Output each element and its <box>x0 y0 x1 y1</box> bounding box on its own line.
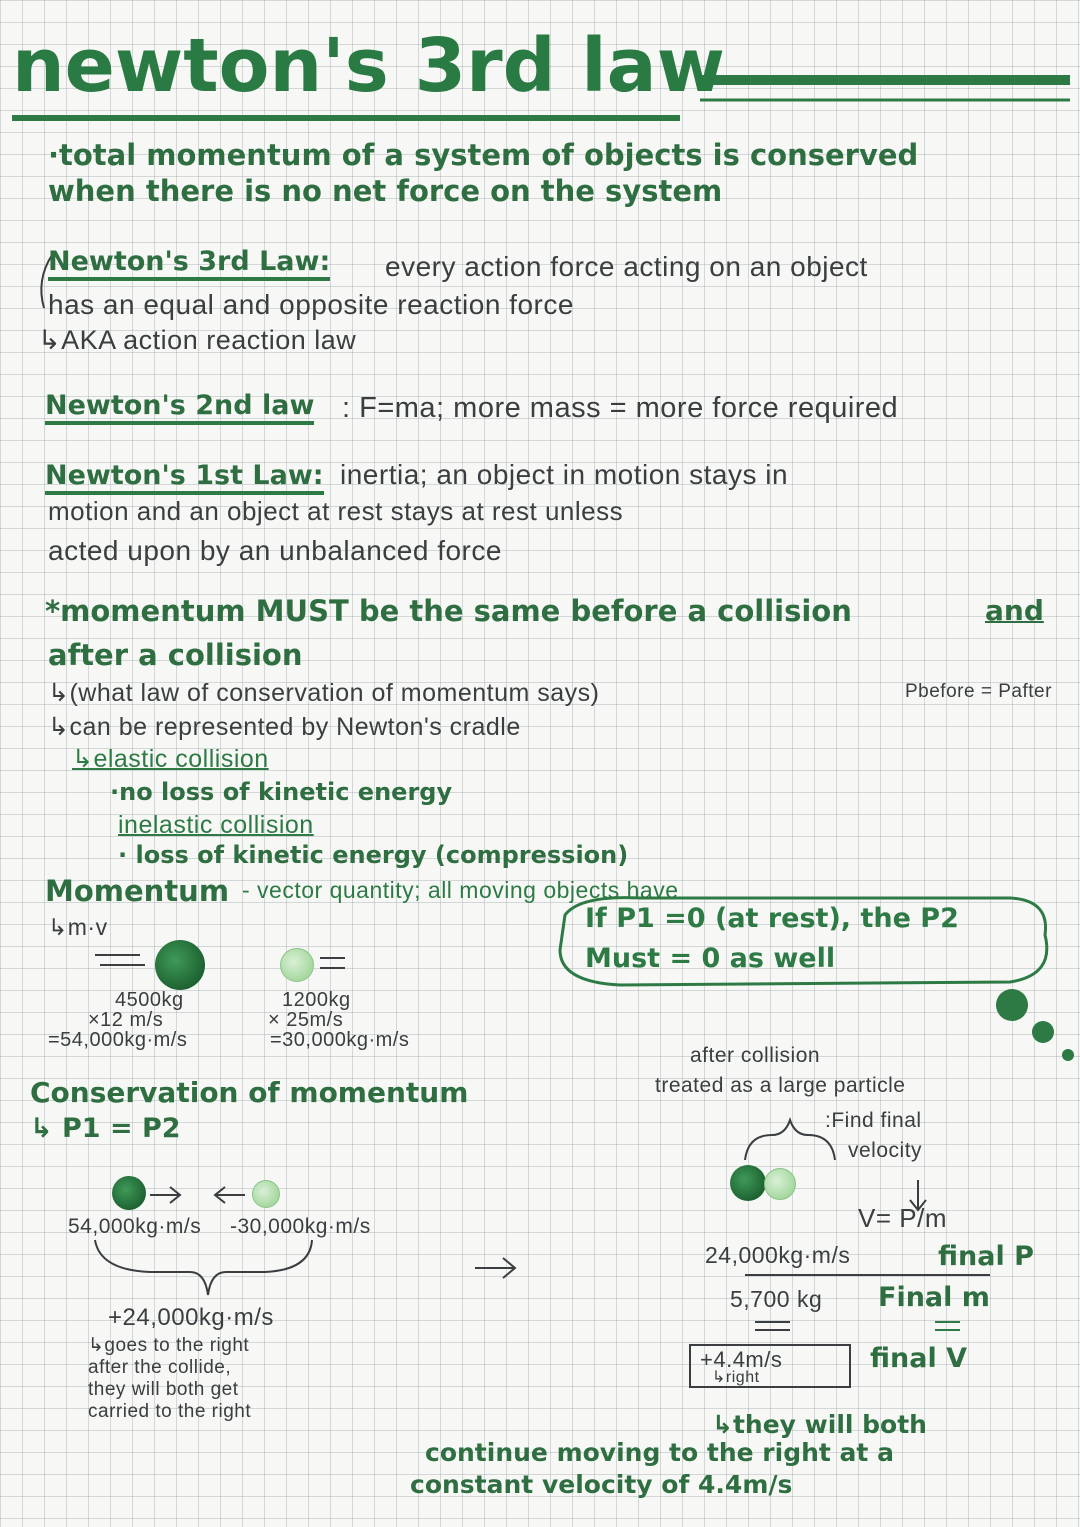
p-right: -30,000kg·m/s <box>230 1215 371 1238</box>
middle-arrow-icon <box>475 1258 515 1278</box>
ball-heavy <box>155 940 205 990</box>
third-law-def-1: every action force acting on an object <box>385 251 868 282</box>
page-title: newton's 3rd law <box>12 23 725 109</box>
final-p-value: 24,000kg·m/s <box>705 1242 851 1268</box>
after-brace <box>745 1120 835 1160</box>
after-label-2: treated as a large particle <box>655 1074 906 1097</box>
sum-brace <box>95 1240 312 1295</box>
first-law-term: Newton's 1st Law: <box>45 462 324 495</box>
obj1-momentum: =54,000kg·m/s <box>48 1029 188 1051</box>
find-final-2: velocity <box>848 1139 923 1162</box>
after-label-1: after collision <box>690 1044 821 1067</box>
p-left: 54,000kg·m/s <box>68 1215 202 1238</box>
combined-ball-heavy <box>730 1165 766 1201</box>
first-law-def-3: acted upon by an unbalanced force <box>48 535 502 566</box>
arrow-left-icon <box>215 1187 245 1203</box>
first-law-def-1: inertia; an object in motion stays in <box>340 459 789 490</box>
conclusion-1: ↳they will both <box>712 1410 927 1439</box>
final-v-dir: ↳right <box>712 1369 760 1386</box>
bubble-line-1: If P1 =0 (at rest), the P2 <box>585 903 959 934</box>
conservation-law-note: ↳(what law of conservation of momentum says) <box>48 679 600 707</box>
momentum-note-and: and <box>985 594 1044 627</box>
find-final-1: :Find final <box>825 1109 922 1132</box>
inelastic-note: · loss of kinetic energy (compression) <box>118 841 629 869</box>
conservation-heading: Conservation of momentum <box>30 1076 469 1109</box>
sum-note-3: they will both get <box>88 1379 239 1400</box>
bubble-line-2: Must = 0 as well <box>585 943 836 974</box>
second-law-term: Newton's 2nd law <box>45 392 314 425</box>
intro-line-1: ·total momentum of a system of objects is conserved <box>48 138 919 172</box>
final-v-value: +4.4m/s <box>700 1347 783 1372</box>
bubble-dot-small <box>1062 1049 1074 1061</box>
momentum-term: Momentum <box>45 874 230 908</box>
final-m-label: Final m <box>878 1282 990 1313</box>
conclusion-3: constant velocity of 4.4m/s <box>410 1470 793 1499</box>
obj1-mass: 4500kg <box>115 989 184 1011</box>
sum-note-1: ↳goes to the right <box>88 1335 250 1356</box>
momentum-note-line-2: after a collision <box>48 638 303 672</box>
second-law-def: : F=ma; more mass = more force required <box>342 392 899 424</box>
conservation-ball-light <box>252 1180 280 1208</box>
third-law-def-2: has an equal and opposite reaction force <box>48 289 574 320</box>
momentum-formula: ↳m·v <box>48 914 108 940</box>
sum-note-4: carried to the right <box>88 1401 252 1422</box>
obj2-mass: 1200kg <box>282 989 351 1011</box>
first-law-def-2: motion and an object at rest stays at rest unless <box>48 496 624 526</box>
conservation-formula: ↳ P1 = P2 <box>30 1113 181 1144</box>
p-before-after: Pbefore = Pafter <box>905 681 1052 702</box>
inelastic-collision: inelastic collision <box>118 811 314 839</box>
p-sum: +24,000kg·m/s <box>108 1304 274 1331</box>
sum-note-2: after the collide, <box>88 1357 232 1378</box>
elastic-note: ·no loss of kinetic energy <box>110 778 453 806</box>
velocity-formula: V= P/m <box>858 1203 947 1233</box>
combined-ball-light <box>764 1168 796 1200</box>
bubble-dot-mid <box>1032 1021 1054 1043</box>
obj1-velocity: ×12 m/s <box>88 1009 164 1031</box>
final-m-value: 5,700 kg <box>730 1286 823 1312</box>
final-v-label: final V <box>870 1343 968 1374</box>
intro-line-2: when there is no net force on the system <box>48 174 723 208</box>
ball-light <box>280 948 314 982</box>
momentum-note-line-1: *momentum MUST be the same before a collision <box>45 594 852 628</box>
third-law-aka: ↳AKA action reaction law <box>38 325 357 355</box>
obj2-velocity: × 25m/s <box>268 1009 344 1031</box>
final-p-label: final P <box>938 1241 1034 1272</box>
obj2-momentum: =30,000kg·m/s <box>270 1029 410 1051</box>
conclusion-2: continue moving to the right at a <box>425 1438 894 1467</box>
third-law-term: Newton's 3rd Law: <box>48 248 330 281</box>
conservation-ball-heavy <box>112 1176 146 1210</box>
arrow-right-icon <box>150 1187 180 1203</box>
elastic-collision: ↳elastic collision <box>72 745 269 773</box>
newtons-cradle-note: ↳can be represented by Newton's cradle <box>48 713 521 741</box>
momentum-def: - vector quantity; all moving objects have <box>242 877 679 903</box>
bubble-dot-large <box>996 989 1028 1021</box>
